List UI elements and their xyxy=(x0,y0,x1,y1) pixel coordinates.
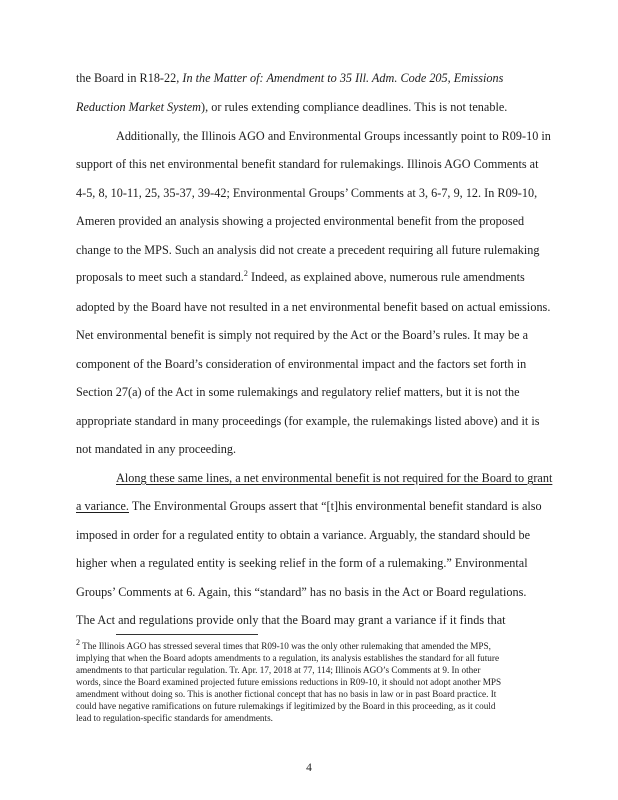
footnote-line-1 xyxy=(76,637,491,652)
body-line-1 xyxy=(76,71,503,85)
body-line-19: Groups’ Comments at 6. Again, this “standard” has no basis in the Act or Board regulations. xyxy=(76,585,527,599)
footnote-line-6: could have negative ramifications on future rulemakings if legitimized by the Board in this proceeding, as it could xyxy=(76,701,496,711)
body-line-10: Net environmental benefit is simply not required by the Act or the Board’s rules. It may be a xyxy=(76,328,529,342)
body-line-5: 4-5, 8, 10-11, 25, 35-37, 39-42; Environmental Groups’ Comments at 3, 6-7, 9, 12. In R09-10, xyxy=(76,186,538,200)
body-line-3: Additionally, the Illinois AGO and Environmental Groups incessantly point to R09-10 in xyxy=(116,129,551,143)
footnote-line-5: amendment without doing so. This is another fictional concept that has no basis in law or in past Board practice. It xyxy=(76,689,497,699)
body-line-7: change to the MPS. Such an analysis did not create a precedent requiring all future rulemaking xyxy=(76,243,540,257)
body-line-4: support of this net environmental benefit standard for rulemakings. Illinois AGO Comments at xyxy=(76,157,539,171)
body-line-17: imposed in order for a regulated entity to obtain a variance. Arguably, the standard should be xyxy=(76,528,531,542)
text-run: ), or rules extending compliance deadlines. This is not tenable. xyxy=(201,100,508,114)
body-line-8 xyxy=(76,270,525,284)
footnote-line-3: amendments to that particular regulation. Tr. Apr. 17, 2018 at 77, 114; Illinois AGO’s Comments at 9. In other xyxy=(76,665,481,675)
body-line-18: higher when a regulated entity is seeking relief in the form of a rulemaking.” Environmental xyxy=(76,556,528,570)
footnote-line-7: lead to regulation-specific standards for amendments. xyxy=(76,713,273,723)
footnote-marker: 2 xyxy=(76,637,80,647)
text-run: Indeed, as explained above, numerous rule amendments xyxy=(247,270,525,284)
text-run: The Illinois AGO has stressed several times that R09-10 was the only other rulemaking that amended the MPS, xyxy=(80,641,491,651)
text-run: the Board in R18-22, xyxy=(76,71,183,85)
underlined-heading-end: a variance. xyxy=(76,499,129,513)
text-run: The Environmental Groups assert that “[t]his environmental benefit standard is also xyxy=(129,499,542,513)
case-citation-italic-cont: Reduction Market System xyxy=(76,100,202,114)
body-line-9: adopted by the Board have not resulted in a net environmental benefit based on actual emissions. xyxy=(76,300,551,314)
underlined-heading-line: Along these same lines, a net environmental benefit is not required for the Board to grant xyxy=(116,471,553,485)
text-run: proposals to meet such a standard. xyxy=(76,270,244,284)
body-line-14: not mandated in any proceeding. xyxy=(76,442,237,456)
body-line-11: component of the Board’s consideration of environmental impact and the factors set forth in xyxy=(76,357,527,371)
footnote-reference: 2 xyxy=(243,268,248,278)
body-line-16 xyxy=(76,499,542,513)
body-line-2 xyxy=(76,100,507,114)
footnote-separator xyxy=(116,634,258,635)
page-number: 4 xyxy=(306,762,312,774)
body-line-6: Ameren provided an analysis showing a projected environmental benefit from the proposed xyxy=(76,214,525,228)
body-line-13: appropriate standard in many proceedings (for example, the rulemakings listed above) and it is xyxy=(76,414,540,428)
footnote-line-2: implying that when the Board adopts amendments to a regulation, its analysis establishes the standard for all future xyxy=(76,653,500,663)
footnote-line-4: words, since the Board examined projected future emissions reductions in R09-10, it should not adopt another MPS xyxy=(76,677,502,687)
body-line-20: The Act and regulations provide only that the Board may grant a variance if it finds that xyxy=(76,613,506,627)
body-line-12: Section 27(a) of the Act in some rulemakings and regulatory relief matters, but it is not the xyxy=(76,385,520,399)
case-citation-italic: In the Matter of: Amendment to 35 Ill. Adm. Code 205, Emissions xyxy=(182,71,504,85)
